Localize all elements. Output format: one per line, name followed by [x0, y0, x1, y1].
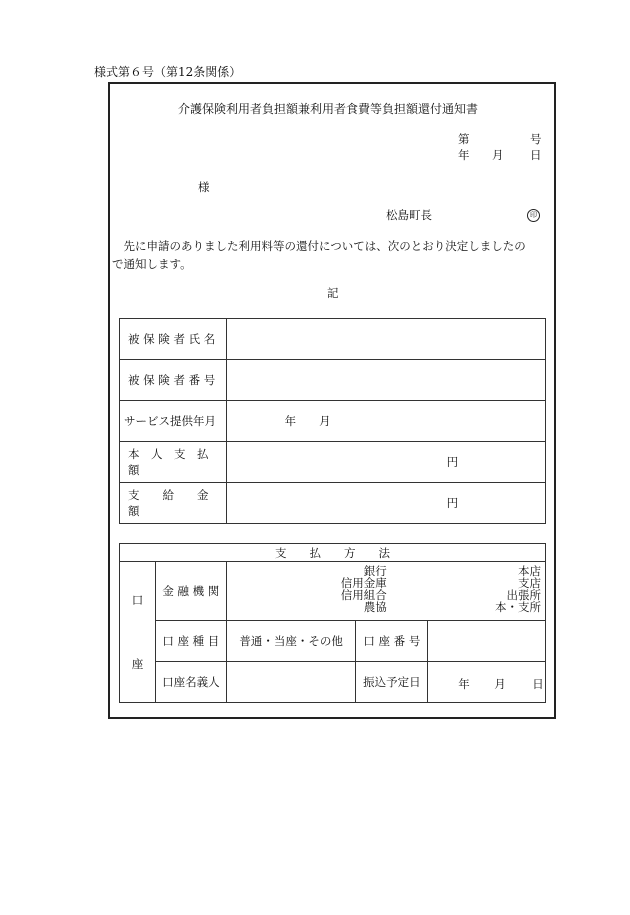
- table-row: [120, 442, 546, 483]
- branch-type: 支店: [518, 576, 541, 590]
- bank-types: [327, 565, 387, 613]
- ki-heading: 記: [327, 286, 339, 300]
- date-nen: 年: [458, 148, 470, 162]
- payment-amount-field[interactable]: 円: [226, 483, 545, 524]
- service-month-field[interactable]: 年 月: [226, 401, 545, 442]
- insured-name-label: 被 保 険 者 氏 名: [120, 319, 227, 360]
- table-row: [120, 360, 546, 401]
- body-text-line1: 先に申請のありました利用料等の還付については、次のとおり決定しましたの: [112, 239, 526, 253]
- account-number-field[interactable]: [428, 621, 546, 662]
- table-row: [120, 319, 546, 360]
- account-holder-field[interactable]: [226, 662, 356, 703]
- table-row: [120, 621, 546, 662]
- insured-name-field[interactable]: [226, 319, 545, 360]
- account-holder-label: 口座名義人: [155, 662, 226, 703]
- service-month-label: サービス提供年月: [120, 401, 227, 442]
- transfer-date-tsuki: 月: [494, 677, 506, 691]
- info-table: [119, 318, 546, 524]
- insured-number-label: 被 保 険 者 番 号: [120, 360, 227, 401]
- seal-icon: 印: [527, 209, 540, 222]
- body-text-line2: で通知します。: [112, 257, 192, 271]
- branch-types: [461, 565, 541, 613]
- account-type-field[interactable]: 普通・当座・その他: [226, 621, 356, 662]
- table-row: [120, 562, 546, 621]
- transfer-date-nen: 年: [458, 677, 470, 691]
- issuer-name: 松島町長: [386, 208, 432, 222]
- form-code: 様式第６号（第12条関係）: [94, 65, 242, 79]
- number-go: 号: [530, 132, 542, 146]
- payment-amount-label: 支 給 金 額: [120, 483, 227, 524]
- bank-type: 信用金庫: [340, 576, 387, 590]
- branch-type: 本・支所: [495, 600, 541, 614]
- addressee-suffix: 様: [198, 180, 210, 194]
- bank-field[interactable]: [226, 562, 545, 621]
- table-row: [120, 483, 546, 524]
- account-side-bottom: 座: [131, 657, 144, 671]
- self-payment-field[interactable]: 円: [226, 442, 545, 483]
- transfer-date-hi: 日: [532, 677, 544, 691]
- transfer-date-field[interactable]: [428, 662, 546, 703]
- branch-type: 本店: [518, 564, 541, 578]
- number-dai: 第: [458, 132, 470, 146]
- table-row: [120, 401, 546, 442]
- bank-label: 金 融 機 関: [155, 562, 226, 621]
- transfer-date-label: 振込予定日: [356, 662, 428, 703]
- self-payment-label: 本 人 支 払 額: [120, 442, 227, 483]
- branch-type: 出張所: [506, 588, 541, 602]
- date-tsuki: 月: [492, 148, 504, 162]
- document-title: 介護保険利用者負担額兼利用者食費等負担額還付通知書: [178, 102, 479, 116]
- bank-type: 銀行: [363, 564, 387, 578]
- account-type-label: 口 座 種 目: [155, 621, 226, 662]
- payment-method-header: 支 払 方 法: [120, 544, 546, 562]
- payment-table: [119, 543, 546, 703]
- account-side-top: 口: [131, 593, 144, 607]
- date-hi: 日: [530, 148, 542, 162]
- bank-type: 信用組合: [340, 588, 387, 602]
- table-row: [120, 544, 546, 562]
- bank-type: 農協: [363, 600, 387, 614]
- account-side-label: [120, 562, 156, 703]
- table-row: [120, 662, 546, 703]
- account-number-label: 口 座 番 号: [356, 621, 428, 662]
- insured-number-field[interactable]: [226, 360, 545, 401]
